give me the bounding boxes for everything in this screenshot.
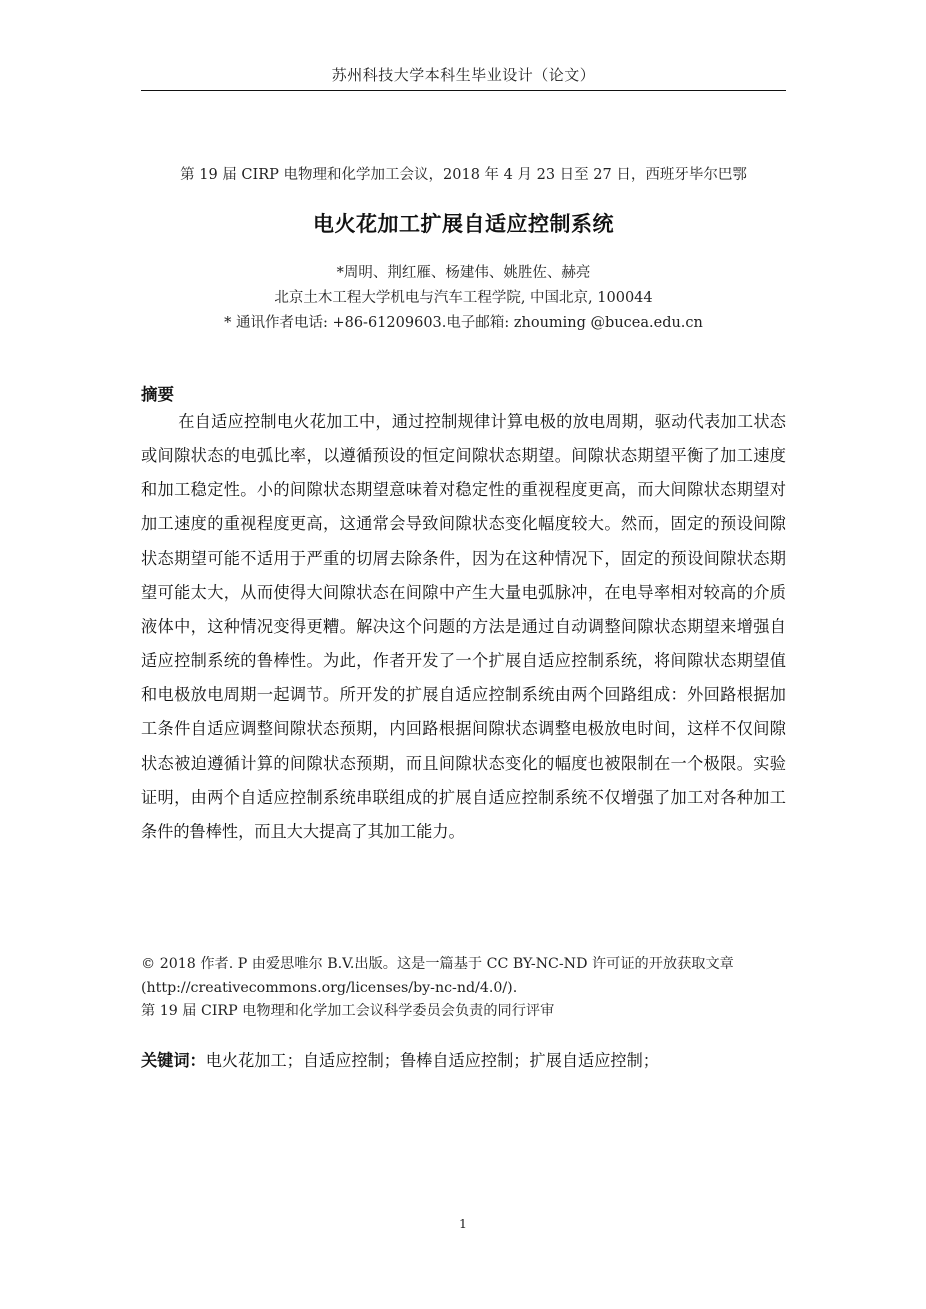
paper-title: 电火花加工扩展自适应控制系统	[313, 212, 614, 236]
affiliation: 北京土木工程大学机电与汽车工程学院, 中国北京, 100044	[274, 290, 653, 306]
keywords	[141, 1047, 786, 1071]
keywords-label: 关键词：	[141, 1051, 206, 1070]
license-url: (http://creativecommons.org/licenses/by-nc-nd/4.0/).	[141, 979, 518, 996]
abstract-body: 在自适应控制电火花加工中，通过控制规律计算电极的放电周期，驱动代表加工状态或间隙状态的电弧比率，以遵循预设的恒定间隙状态期望。间隙状态期望平衡了加工速度和加工稳定性。小的间隙状态期望意味着对稳定性的重视程度更高，而大间隙状态期望对加工速度的重视程度更高，这通常会导致间隙状态变化幅度较大。然而，固定的预设间隙状态期望可能不适用于严重的切屑去除条件，因为在这种情况下，固定的预设间隙状态期望可能太大，从而使得大间隙状态在间隙中产生大量电弧脉冲，在电导率相对较高的介质液体中，这种情况变得更糟。解决这个问题的方法是通过自动调整间隙状态期望来增强自适应控制系统的鲁棒性。为此，作者开发了一个扩展自适应控制系统，将间隙状态期望值和电极放电周期一起调节。所开发的扩展自适应控制系统由两个回路组成：外回路根据加工条件自适应调整间隙状态预期，内回路根据间隙状态调整电极放电时间，这样不仅间隙状态被迫遵循计算的间隙状态预期，而且间隙状态变化的幅度也被限制在一个极限。实验证明，由两个自适应控制系统串联组成的扩展自适应控制系统不仅增强了加工对各种加工条件的鲁棒性，而且大大提高了其加工能力。	[141, 412, 786, 841]
author-list: *周明、荆红雁、杨建伟、姚胜佐、赫亮	[336, 265, 591, 281]
keywords-text: 电火花加工；自适应控制；鲁棒自适应控制；扩展自适应控制；	[205, 1051, 659, 1070]
contact-info: * 通讯作者电话: +86-61209603.电子邮箱: zhouming @bucea.edu.cn	[224, 315, 703, 331]
license-line: © 2018 作者. P 由爱思唯尔 B.V.出版。这是一篇基于 CC BY-NC-ND 许可证的开放获取文章	[141, 956, 734, 972]
abstract-heading: 摘要	[141, 385, 174, 404]
page-number: 1	[459, 1216, 467, 1231]
page-header: 苏州科技大学本科生毕业设计（论文）	[331, 66, 596, 84]
conference-info: 第 19 届 CIRP 电物理和化学加工会议，2018 年 4 月 23 日至 27 日，西班牙毕尔巴鄂	[180, 167, 747, 183]
peer-review-line: 第 19 届 CIRP 电物理和化学加工会议科学委员会负责的同行评审	[141, 1003, 555, 1019]
license-notice	[141, 953, 791, 1024]
header-rule	[141, 90, 786, 91]
